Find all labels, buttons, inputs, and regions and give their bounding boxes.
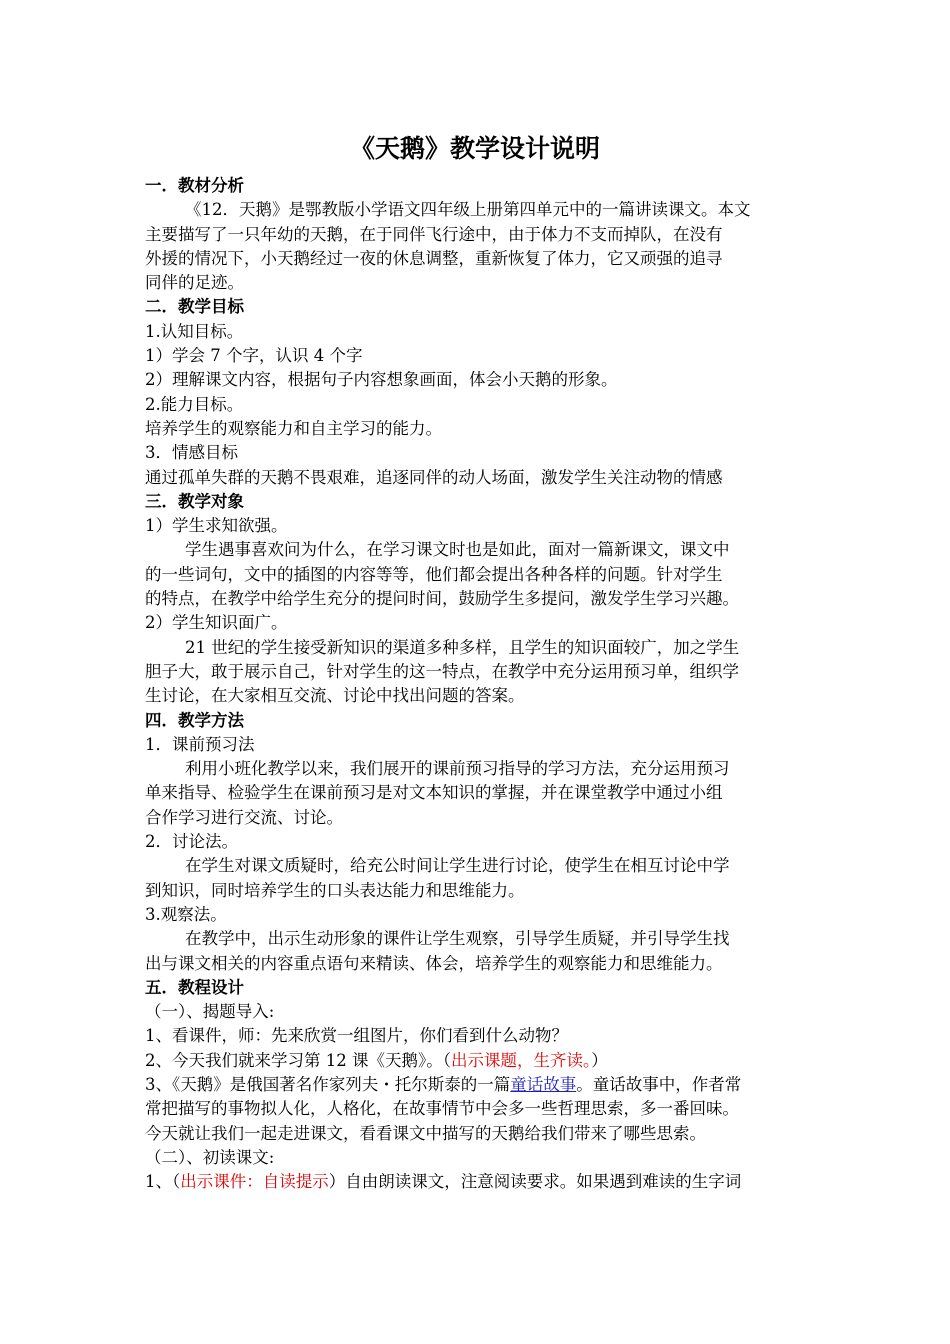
list-item: 1）学生求知欲强。 (145, 516, 288, 536)
section-heading-goals: 二．教学目标 (145, 297, 244, 317)
list-item: 2）学生知识面广。 (145, 613, 288, 633)
paragraph-line: 外援的情况下，小天鹅经过一夜的休息调整，重新恢复了体力，它又顽强的追寻 (145, 248, 723, 268)
list-item: 1．课前预习法 (145, 734, 255, 754)
document-body (145, 174, 809, 1194)
section-heading-analysis: 一．教材分析 (145, 176, 244, 195)
paragraph-line: 的一些词句，文中的插图的内容等等，他们都会提出各种各样的问题。针对学生 (145, 564, 723, 584)
paragraph-line: 利用小班化教学以来，我们展开的课前预习指导的学习方法，充分运用预习 (185, 759, 730, 779)
fairy-tale-link[interactable]: 童话故事 (510, 1074, 577, 1094)
list-item: 2.能力目标。 (145, 394, 244, 414)
red-annotation: 出示课件：自读提示 (180, 1172, 329, 1192)
list-item (145, 1170, 809, 1194)
list-item: （一）、揭题导入: (145, 1002, 275, 1022)
paragraph-line: 通过孤单失群的天鹅不畏艰难，追逐同伴的动人场面，激发学生关注动物的情感 (145, 467, 723, 487)
list-item: 1.认知目标。 (145, 321, 244, 341)
paragraph-line: 《12．天鹅》是鄂教版小学语文四年级上册第四单元中的一篇讲读课文。本文 (185, 200, 751, 220)
text-segment: 1、（ (145, 1172, 181, 1192)
section-heading-process: 五．教程设计 (145, 977, 244, 997)
paragraph-line: 今天就让我们一起走进课文，看看课文中描写的天鹅给我们带来了哪些思索。 (145, 1123, 706, 1143)
list-item: 2．讨论法。 (145, 832, 238, 852)
paragraph-line: 培养学生的观察能力和自主学习的能力。 (145, 418, 442, 438)
red-annotation: 出示课题，生齐读。 (450, 1050, 592, 1070)
paragraph-line: 到知识，同时培养学生的口头表达能力和思维能力。 (145, 880, 525, 900)
paragraph-line: 21 世纪的学生接受新知识的渠道多种多样，且学生的知识面较广，加之学生 (185, 637, 740, 657)
list-item: 3．情感目标 (145, 443, 238, 463)
paragraph-line: 同伴的足迹。 (145, 273, 244, 293)
document-title: 《天鹅》教学设计说明 (349, 134, 600, 163)
list-item: 3.观察法。 (145, 904, 227, 924)
paragraph-line: 生讨论，在大家相互交流、讨论中找出问题的答案。 (145, 686, 525, 706)
paragraph-line: 学生遇事喜欢问为什么，在学习课文时也是如此，面对一篇新课文，课文中 (185, 540, 730, 560)
paragraph-line: 的特点，在教学中给学生充分的提问时间，鼓励学生多提问，激发学生学习兴趣。 (145, 589, 739, 609)
list-item: 1、看课件，师：先来欣赏一组图片，你们看到什么动物？ (145, 1026, 568, 1046)
text-segment: 3、《天鹅》是俄国著名作家列夫・托尔斯泰的一篇 (145, 1074, 511, 1094)
paragraph-line: 单来指导、检验学生在课前预习是对文本知识的掌握，并在课堂教学中通过小组 (145, 783, 723, 803)
text-segment: ）自由朗读课文，注意阅读要求。如果遇到难读的生字词 (328, 1172, 742, 1192)
text-segment: ） (591, 1050, 608, 1070)
list-item (145, 1073, 809, 1097)
paragraph-line: 合作学习进行交流、讨论。 (145, 807, 343, 827)
list-item: 1）学会 7 个字，认识 4 个字 (145, 346, 363, 366)
paragraph-line: 出与课文相关的内容重点语句来精读、体会，培养学生的观察能力和思维能力。 (145, 953, 723, 973)
list-item: 2）理解课文内容，根据句子内容想象画面，体会小天鹅的形象。 (145, 370, 618, 390)
paragraph-line: 在教学中，出示生动形象的课件让学生观察，引导学生质疑，并引导学生找 (185, 929, 730, 949)
text-segment: 2、今天我们就来学习第 12 课《天鹅》。（ (145, 1050, 451, 1070)
paragraph-line: 常把描写的事物拟人化，人格化，在故事情节中会多一些哲理思索，多一番回味。 (145, 1099, 739, 1119)
section-heading-audience: 三．教学对象 (145, 491, 244, 511)
section-heading-methods: 四．教学方法 (145, 710, 244, 730)
list-item (145, 1049, 809, 1073)
list-item: （二）、初读课文: (145, 1147, 275, 1167)
paragraph-line: 胆子大，敢于展示自己，针对学生的这一特点，在教学中充分运用预习单，组织学 (145, 661, 739, 681)
paragraph-line: 在学生对课文质疑时，给充公时间让学生进行讨论，使学生在相互讨论中学 (185, 856, 730, 876)
paragraph-line: 主要描写了一只年幼的天鹅，在于同伴飞行途中，由于体力不支而掉队，在没有 (145, 224, 723, 244)
text-segment: 。童话故事中，作者常 (576, 1074, 742, 1094)
